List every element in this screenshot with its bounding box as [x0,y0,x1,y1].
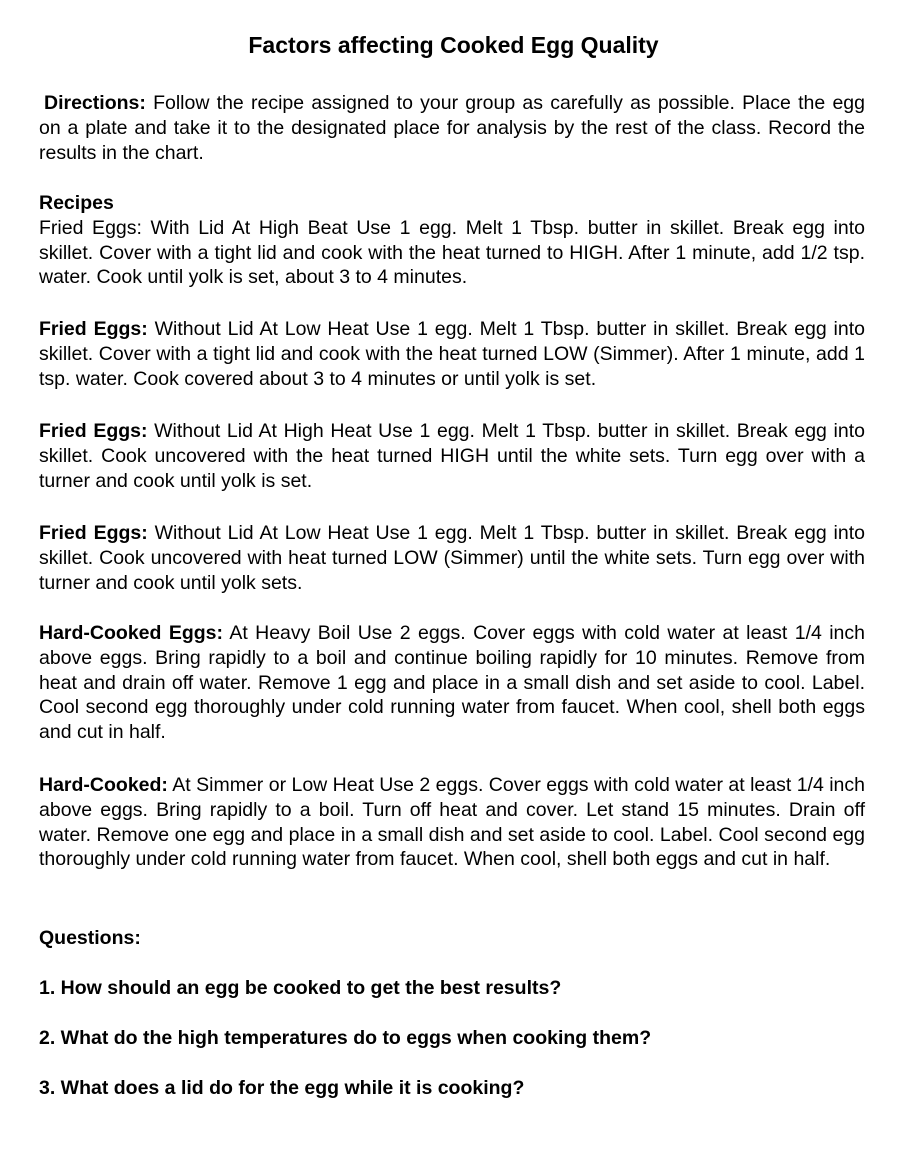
recipe-label: Fried Eggs: [39,318,148,340]
directions-text: Follow the recipe assigned to your group as carefully as possible. Place the egg on a plate and take it to the designated place for analysis by the rest of the class. Record the results in the chart. [39,92,865,164]
recipe-paragraph [39,419,865,493]
recipe-label: Hard-Cooked: [39,774,168,796]
recipe-label: Hard-Cooked Eggs: [39,622,223,644]
questions-heading: Questions: [39,927,141,949]
recipes-heading: Recipes [39,192,114,214]
recipe-text: Without Lid At Low Heat Use 1 egg. Melt 1 Tbsp. butter in skillet. Break egg into skillet. Cover with a tight lid and cook with the heat turned LOW (Simmer). After 1 minute, add 1 tsp. water. Cook covered about 3 to 4 minutes or until yolk is set. [39,318,865,390]
recipe-text: Without Lid At High Heat Use 1 egg. Melt 1 Tbsp. butter in skillet. Break egg into skillet. Cook uncovered with the heat turned HIGH until the white sets. Turn egg over with a turner and cook until yolk is set. [39,420,865,492]
question-item: 1. How should an egg be cooked to get the best results? [39,977,562,999]
question-item: 3. What does a lid do for the egg while it is cooking? [39,1077,525,1099]
directions-label: Directions: [44,92,146,114]
question-item: 2. What do the high temperatures do to eggs when cooking them? [39,1027,652,1049]
recipe-paragraph [39,773,865,872]
directions-paragraph [39,91,865,165]
recipe-text: At Simmer or Low Heat Use 2 eggs. Cover eggs with cold water at least 1/4 inch above eggs. Bring rapidly to a boil. Turn off heat and cover. Let stand 15 minutes. Drain off water. Remove one egg and place in a small dish and set aside to cool. Label. Cool second egg thoroughly under cold running water from faucet. When cool, shell both eggs and cut in half. [39,774,865,871]
recipe-text: Without Lid At Low Heat Use 1 egg. Melt 1 Tbsp. butter in skillet. Break egg into skillet. Cook uncovered with heat turned LOW (Simmer) until the white sets. Turn egg over with turner and cook until yolk sets. [39,522,865,594]
recipe-text: Fried Eggs: With Lid At High Beat Use 1 egg. Melt 1 Tbsp. butter in skillet. Break egg into skillet. Cover with a tight lid and cook with the heat turned to HIGH. After 1 minute, add 1/2 tsp. water. Cook until yolk is set, about 3 to 4 minutes. [39,216,865,289]
recipe-paragraph [39,317,865,391]
recipe-paragraph [39,521,865,595]
recipes-section [39,191,865,290]
recipe-text: At Heavy Boil Use 2 eggs. Cover eggs with cold water at least 1/4 inch above eggs. Bring rapidly to a boil and continue boiling rapidly for 10 minutes. Remove from heat and drain off water. Remove 1 egg and place in a small dish and set aside to cool. Label. Cool second egg thoroughly under cold running water from faucet. When cool, shell both eggs and cut in half. [39,622,865,744]
recipe-label: Fried Eggs: [39,420,148,442]
recipe-label: Fried Eggs: [39,522,148,544]
page-title: Factors affecting Cooked Egg Quality [248,32,659,58]
recipe-paragraph [39,621,865,745]
recipe-paragraph [39,216,865,290]
